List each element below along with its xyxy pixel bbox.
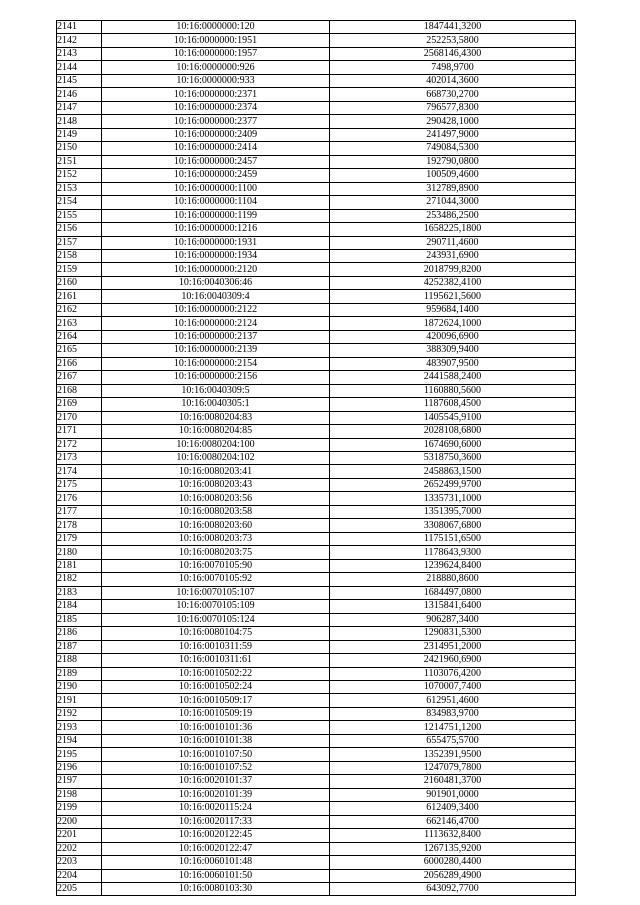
row-number-cell: 2190	[57, 680, 102, 693]
cadastral-value-cell: 2568146,4300	[330, 47, 576, 60]
cadastral-value-cell: 1187608,4500	[330, 398, 576, 411]
table-row	[57, 869, 576, 882]
table-row	[57, 883, 576, 896]
table-row	[57, 532, 576, 545]
cadastral-value-cell: 241497,9000	[330, 128, 576, 141]
cadastral-value-cell: 1872624,1000	[330, 317, 576, 330]
cadastral-value-cell: 271044,3000	[330, 196, 576, 209]
table-row	[57, 128, 576, 141]
table-row	[57, 640, 576, 653]
cadastral-number-cell: 10:16:0080204:100	[102, 438, 330, 451]
table-row	[57, 519, 576, 532]
cadastral-value-cell: 749084,5300	[330, 142, 576, 155]
row-number-cell: 2149	[57, 128, 102, 141]
row-number-cell: 2178	[57, 519, 102, 532]
table-row	[57, 276, 576, 289]
row-number-cell: 2195	[57, 748, 102, 761]
cadastral-number-cell: 10:16:0080204:85	[102, 425, 330, 438]
cadastral-value-cell: 3308067,6800	[330, 519, 576, 532]
cadastral-number-cell: 10:16:0080204:83	[102, 411, 330, 424]
table-row	[57, 600, 576, 613]
cadastral-number-cell: 10:16:0020117:33	[102, 815, 330, 828]
cadastral-value-cell: 192790,0800	[330, 155, 576, 168]
cadastral-number-cell: 10:16:0080203:56	[102, 492, 330, 505]
cadastral-number-cell: 10:16:0000000:1199	[102, 209, 330, 222]
table-row	[57, 478, 576, 491]
row-number-cell: 2141	[57, 21, 102, 34]
cadastral-number-cell: 10:16:0000000:1957	[102, 47, 330, 60]
document-page	[56, 20, 572, 896]
cadastral-value-cell: 2160481,3700	[330, 775, 576, 788]
cadastral-value-cell: 6000280,4400	[330, 856, 576, 869]
table-row	[57, 155, 576, 168]
cadastral-number-cell: 10:16:0060101:50	[102, 869, 330, 882]
cadastral-value-cell: 2652499,9700	[330, 478, 576, 491]
table-row	[57, 546, 576, 559]
row-number-cell: 2144	[57, 61, 102, 74]
cadastral-value-cell: 1847441,3200	[330, 21, 576, 34]
table-row	[57, 761, 576, 774]
table-row	[57, 344, 576, 357]
cadastral-value-cell: 1239624,8400	[330, 559, 576, 572]
cadastral-number-cell: 10:16:0010502:22	[102, 667, 330, 680]
cadastral-value-cell: 4252382,4100	[330, 276, 576, 289]
cadastral-value-cell: 1315841,6400	[330, 600, 576, 613]
cadastral-value-cell: 2441588,2400	[330, 371, 576, 384]
row-number-cell: 2146	[57, 88, 102, 101]
row-number-cell: 2153	[57, 182, 102, 195]
cadastral-value-cell: 2458863,1500	[330, 465, 576, 478]
cadastral-value-cell: 5318750,3600	[330, 452, 576, 465]
cadastral-number-cell: 10:16:0010502:24	[102, 680, 330, 693]
row-number-cell: 2148	[57, 115, 102, 128]
cadastral-number-cell: 10:16:0060101:48	[102, 856, 330, 869]
cadastral-value-cell: 1113632,8400	[330, 829, 576, 842]
cadastral-number-cell: 10:16:0080203:41	[102, 465, 330, 478]
cadastral-number-cell: 10:16:0000000:2139	[102, 344, 330, 357]
row-number-cell: 2156	[57, 223, 102, 236]
cadastral-number-cell: 10:16:0000000:2374	[102, 101, 330, 114]
cadastral-number-cell: 10:16:0000000:2377	[102, 115, 330, 128]
row-number-cell: 2154	[57, 196, 102, 209]
cadastral-value-cell: 612951,4600	[330, 694, 576, 707]
table-row	[57, 142, 576, 155]
cadastral-value-cell: 2314951,2000	[330, 640, 576, 653]
cadastral-value-cell: 483907,9500	[330, 357, 576, 370]
table-row	[57, 425, 576, 438]
table-row	[57, 223, 576, 236]
cadastral-value-cell: 1335731,1000	[330, 492, 576, 505]
cadastral-number-cell: 10:16:0040309:4	[102, 290, 330, 303]
cadastral-number-cell: 10:16:0080203:73	[102, 532, 330, 545]
table-row	[57, 802, 576, 815]
row-number-cell: 2161	[57, 290, 102, 303]
row-number-cell: 2199	[57, 802, 102, 815]
row-number-cell: 2180	[57, 546, 102, 559]
table-row	[57, 734, 576, 747]
cadastral-number-cell: 10:16:0000000:2371	[102, 88, 330, 101]
row-number-cell: 2194	[57, 734, 102, 747]
table-row	[57, 209, 576, 222]
table-row	[57, 196, 576, 209]
cadastral-value-cell: 243931,6900	[330, 249, 576, 262]
table-row	[57, 465, 576, 478]
table-row	[57, 559, 576, 572]
table-row	[57, 721, 576, 734]
cadastral-value-cell: 2018799,8200	[330, 263, 576, 276]
cadastral-number-cell: 10:16:0020101:39	[102, 788, 330, 801]
cadastral-value-cell: 2056289,4900	[330, 869, 576, 882]
row-number-cell: 2176	[57, 492, 102, 505]
row-number-cell: 2169	[57, 398, 102, 411]
cadastral-value-cell: 1290831,5300	[330, 627, 576, 640]
row-number-cell: 2186	[57, 627, 102, 640]
cadastral-value-cell: 796577,8300	[330, 101, 576, 114]
cadastral-number-cell: 10:16:0000000:2457	[102, 155, 330, 168]
row-number-cell: 2174	[57, 465, 102, 478]
table-row	[57, 263, 576, 276]
row-number-cell: 2183	[57, 586, 102, 599]
row-number-cell: 2185	[57, 613, 102, 626]
cadastral-number-cell: 10:16:0010509:17	[102, 694, 330, 707]
table-row	[57, 586, 576, 599]
table-row	[57, 74, 576, 87]
cadastral-number-cell: 10:16:0010509:19	[102, 707, 330, 720]
cadastral-value-cell: 1351395,7000	[330, 505, 576, 518]
table-row	[57, 21, 576, 34]
cadastral-number-cell: 10:16:0010107:52	[102, 761, 330, 774]
cadastral-value-cell: 218880,8600	[330, 573, 576, 586]
cadastral-number-cell: 10:16:0070105:92	[102, 573, 330, 586]
cadastral-number-cell: 10:16:0080203:58	[102, 505, 330, 518]
table-row	[57, 290, 576, 303]
table-row	[57, 505, 576, 518]
cadastral-number-cell: 10:16:0000000:933	[102, 74, 330, 87]
row-number-cell: 2197	[57, 775, 102, 788]
cadastral-number-cell: 10:16:0040305:1	[102, 398, 330, 411]
cadastral-value-cell: 290711,4600	[330, 236, 576, 249]
cadastral-value-cell: 1214751,1200	[330, 721, 576, 734]
table-row	[57, 236, 576, 249]
table-row	[57, 707, 576, 720]
cadastral-value-cell: 1070007,7400	[330, 680, 576, 693]
cadastral-value-cell: 1160880,5600	[330, 384, 576, 397]
cadastral-number-cell: 10:16:0000000:1216	[102, 223, 330, 236]
cadastral-number-cell: 10:16:0000000:1100	[102, 182, 330, 195]
cadastral-value-cell: 655475,5700	[330, 734, 576, 747]
table-row	[57, 101, 576, 114]
cadastral-value-cell: 612409,3400	[330, 802, 576, 815]
table-row	[57, 317, 576, 330]
table-row	[57, 627, 576, 640]
table-row	[57, 492, 576, 505]
cadastral-number-cell: 10:16:0000000:2120	[102, 263, 330, 276]
row-number-cell: 2184	[57, 600, 102, 613]
table-row	[57, 815, 576, 828]
cadastral-number-cell: 10:16:0000000:2124	[102, 317, 330, 330]
row-number-cell: 2152	[57, 169, 102, 182]
cadastral-value-cell: 668730,2700	[330, 88, 576, 101]
cadastral-value-cell: 388309,9400	[330, 344, 576, 357]
table-row	[57, 398, 576, 411]
row-number-cell: 2157	[57, 236, 102, 249]
cadastral-number-cell: 10:16:0010101:38	[102, 734, 330, 747]
row-number-cell: 2196	[57, 761, 102, 774]
cadastral-number-cell: 10:16:0010311:61	[102, 654, 330, 667]
cadastral-number-cell: 10:16:0020115:24	[102, 802, 330, 815]
cadastral-value-cell: 1267135,9200	[330, 842, 576, 855]
row-number-cell: 2200	[57, 815, 102, 828]
table-row	[57, 249, 576, 262]
cadastral-value-cell: 252253,5800	[330, 34, 576, 47]
row-number-cell: 2151	[57, 155, 102, 168]
row-number-cell: 2188	[57, 654, 102, 667]
cadastral-number-cell: 10:16:0000000:2414	[102, 142, 330, 155]
cadastral-number-cell: 10:16:0000000:2122	[102, 303, 330, 316]
cadastral-number-cell: 10:16:0000000:2459	[102, 169, 330, 182]
row-number-cell: 2160	[57, 276, 102, 289]
table-row	[57, 748, 576, 761]
table-row	[57, 61, 576, 74]
cadastral-value-cell: 1178643,9300	[330, 546, 576, 559]
row-number-cell: 2173	[57, 452, 102, 465]
table-row	[57, 384, 576, 397]
table-row	[57, 452, 576, 465]
cadastral-number-cell: 10:16:0070105:109	[102, 600, 330, 613]
cadastral-number-cell: 10:16:0000000:120	[102, 21, 330, 34]
cadastral-number-cell: 10:16:0000000:2409	[102, 128, 330, 141]
cadastral-value-cell: 1658225,1800	[330, 223, 576, 236]
table-row	[57, 667, 576, 680]
row-number-cell: 2170	[57, 411, 102, 424]
row-number-cell: 2202	[57, 842, 102, 855]
cadastral-number-cell: 10:16:0080203:75	[102, 546, 330, 559]
table-row	[57, 775, 576, 788]
row-number-cell: 2201	[57, 829, 102, 842]
row-number-cell: 2162	[57, 303, 102, 316]
table-row	[57, 573, 576, 586]
table-row	[57, 654, 576, 667]
table-row	[57, 842, 576, 855]
cadastral-number-cell: 10:16:0040306:46	[102, 276, 330, 289]
cadastral-number-cell: 10:16:0080203:60	[102, 519, 330, 532]
row-number-cell: 2158	[57, 249, 102, 262]
row-number-cell: 2166	[57, 357, 102, 370]
cadastral-number-cell: 10:16:0080103:30	[102, 883, 330, 896]
cadastral-value-cell: 1352391,9500	[330, 748, 576, 761]
cadastral-number-cell: 10:16:0000000:1934	[102, 249, 330, 262]
cadastral-number-cell: 10:16:0070105:90	[102, 559, 330, 572]
cadastral-number-cell: 10:16:0080204:102	[102, 452, 330, 465]
table-row	[57, 330, 576, 343]
cadastral-number-cell: 10:16:0080203:43	[102, 478, 330, 491]
cadastral-number-cell: 10:16:0010311:59	[102, 640, 330, 653]
table-row	[57, 856, 576, 869]
table-row	[57, 115, 576, 128]
cadastral-number-cell: 10:16:0070105:124	[102, 613, 330, 626]
cadastral-value-cell: 959684,1400	[330, 303, 576, 316]
row-number-cell: 2171	[57, 425, 102, 438]
cadastral-value-cell: 7498,9700	[330, 61, 576, 74]
row-number-cell: 2198	[57, 788, 102, 801]
cadastral-value-cell: 402014,3600	[330, 74, 576, 87]
cadastral-value-cell: 290428,1000	[330, 115, 576, 128]
cadastral-number-cell: 10:16:0000000:926	[102, 61, 330, 74]
table-row	[57, 88, 576, 101]
row-number-cell: 2164	[57, 330, 102, 343]
cadastral-number-cell: 10:16:0070105:107	[102, 586, 330, 599]
cadastral-number-cell: 10:16:0000000:2137	[102, 330, 330, 343]
row-number-cell: 2155	[57, 209, 102, 222]
row-number-cell: 2167	[57, 371, 102, 384]
table-row	[57, 788, 576, 801]
row-number-cell: 2193	[57, 721, 102, 734]
cadastral-value-cell: 2028108,6800	[330, 425, 576, 438]
cadastral-value-cell: 834983,9700	[330, 707, 576, 720]
row-number-cell: 2177	[57, 505, 102, 518]
cadastral-number-cell: 10:16:0040309:5	[102, 384, 330, 397]
cadastral-number-cell: 10:16:0000000:1104	[102, 196, 330, 209]
cadastral-value-cell: 901901,0000	[330, 788, 576, 801]
cadastral-value-cell: 643092,7700	[330, 883, 576, 896]
cadastral-value-cell: 2421960,6900	[330, 654, 576, 667]
row-number-cell: 2159	[57, 263, 102, 276]
cadastral-value-cell: 1247079,7800	[330, 761, 576, 774]
table-row	[57, 411, 576, 424]
cadastral-number-cell: 10:16:0000000:2156	[102, 371, 330, 384]
table-row	[57, 357, 576, 370]
cadastral-value-cell: 420096,6900	[330, 330, 576, 343]
row-number-cell: 2168	[57, 384, 102, 397]
cadastral-number-cell: 10:16:0020101:37	[102, 775, 330, 788]
row-number-cell: 2205	[57, 883, 102, 896]
row-number-cell: 2204	[57, 869, 102, 882]
row-number-cell: 2145	[57, 74, 102, 87]
cadastral-number-cell: 10:16:0020122:45	[102, 829, 330, 842]
cadastral-value-cell: 1405545,9100	[330, 411, 576, 424]
cadastral-value-cell: 1684497,0800	[330, 586, 576, 599]
cadastral-value-cell: 253486,2500	[330, 209, 576, 222]
row-number-cell: 2189	[57, 667, 102, 680]
table-row	[57, 169, 576, 182]
row-number-cell: 2147	[57, 101, 102, 114]
cadastral-number-cell: 10:16:0000000:2154	[102, 357, 330, 370]
row-number-cell: 2163	[57, 317, 102, 330]
cadastral-value-cell: 1674690,6000	[330, 438, 576, 451]
table-row	[57, 182, 576, 195]
table-row	[57, 438, 576, 451]
table-row	[57, 34, 576, 47]
table-row	[57, 303, 576, 316]
cadastral-number-cell: 10:16:0020122:47	[102, 842, 330, 855]
row-number-cell: 2179	[57, 532, 102, 545]
row-number-cell: 2182	[57, 573, 102, 586]
row-number-cell: 2191	[57, 694, 102, 707]
cadastral-value-cell: 1103076,4200	[330, 667, 576, 680]
cadastral-value-cell: 662146,4700	[330, 815, 576, 828]
cadastral-value-table	[56, 20, 576, 896]
row-number-cell: 2143	[57, 47, 102, 60]
table-row	[57, 371, 576, 384]
row-number-cell: 2142	[57, 34, 102, 47]
row-number-cell: 2175	[57, 478, 102, 491]
row-number-cell: 2192	[57, 707, 102, 720]
cadastral-value-cell: 100509,4600	[330, 169, 576, 182]
table-body	[57, 21, 576, 896]
row-number-cell: 2187	[57, 640, 102, 653]
cadastral-number-cell: 10:16:0000000:1951	[102, 34, 330, 47]
table-row	[57, 829, 576, 842]
row-number-cell: 2165	[57, 344, 102, 357]
cadastral-value-cell: 906287,3400	[330, 613, 576, 626]
table-row	[57, 680, 576, 693]
cadastral-value-cell: 1195621,5600	[330, 290, 576, 303]
row-number-cell: 2150	[57, 142, 102, 155]
row-number-cell: 2172	[57, 438, 102, 451]
table-row	[57, 47, 576, 60]
cadastral-number-cell: 10:16:0010101:36	[102, 721, 330, 734]
cadastral-value-cell: 1175151,6500	[330, 532, 576, 545]
cadastral-number-cell: 10:16:0000000:1931	[102, 236, 330, 249]
cadastral-number-cell: 10:16:0080104:75	[102, 627, 330, 640]
table-row	[57, 613, 576, 626]
cadastral-number-cell: 10:16:0010107:50	[102, 748, 330, 761]
cadastral-value-cell: 312789,8900	[330, 182, 576, 195]
row-number-cell: 2181	[57, 559, 102, 572]
table-row	[57, 694, 576, 707]
row-number-cell: 2203	[57, 856, 102, 869]
